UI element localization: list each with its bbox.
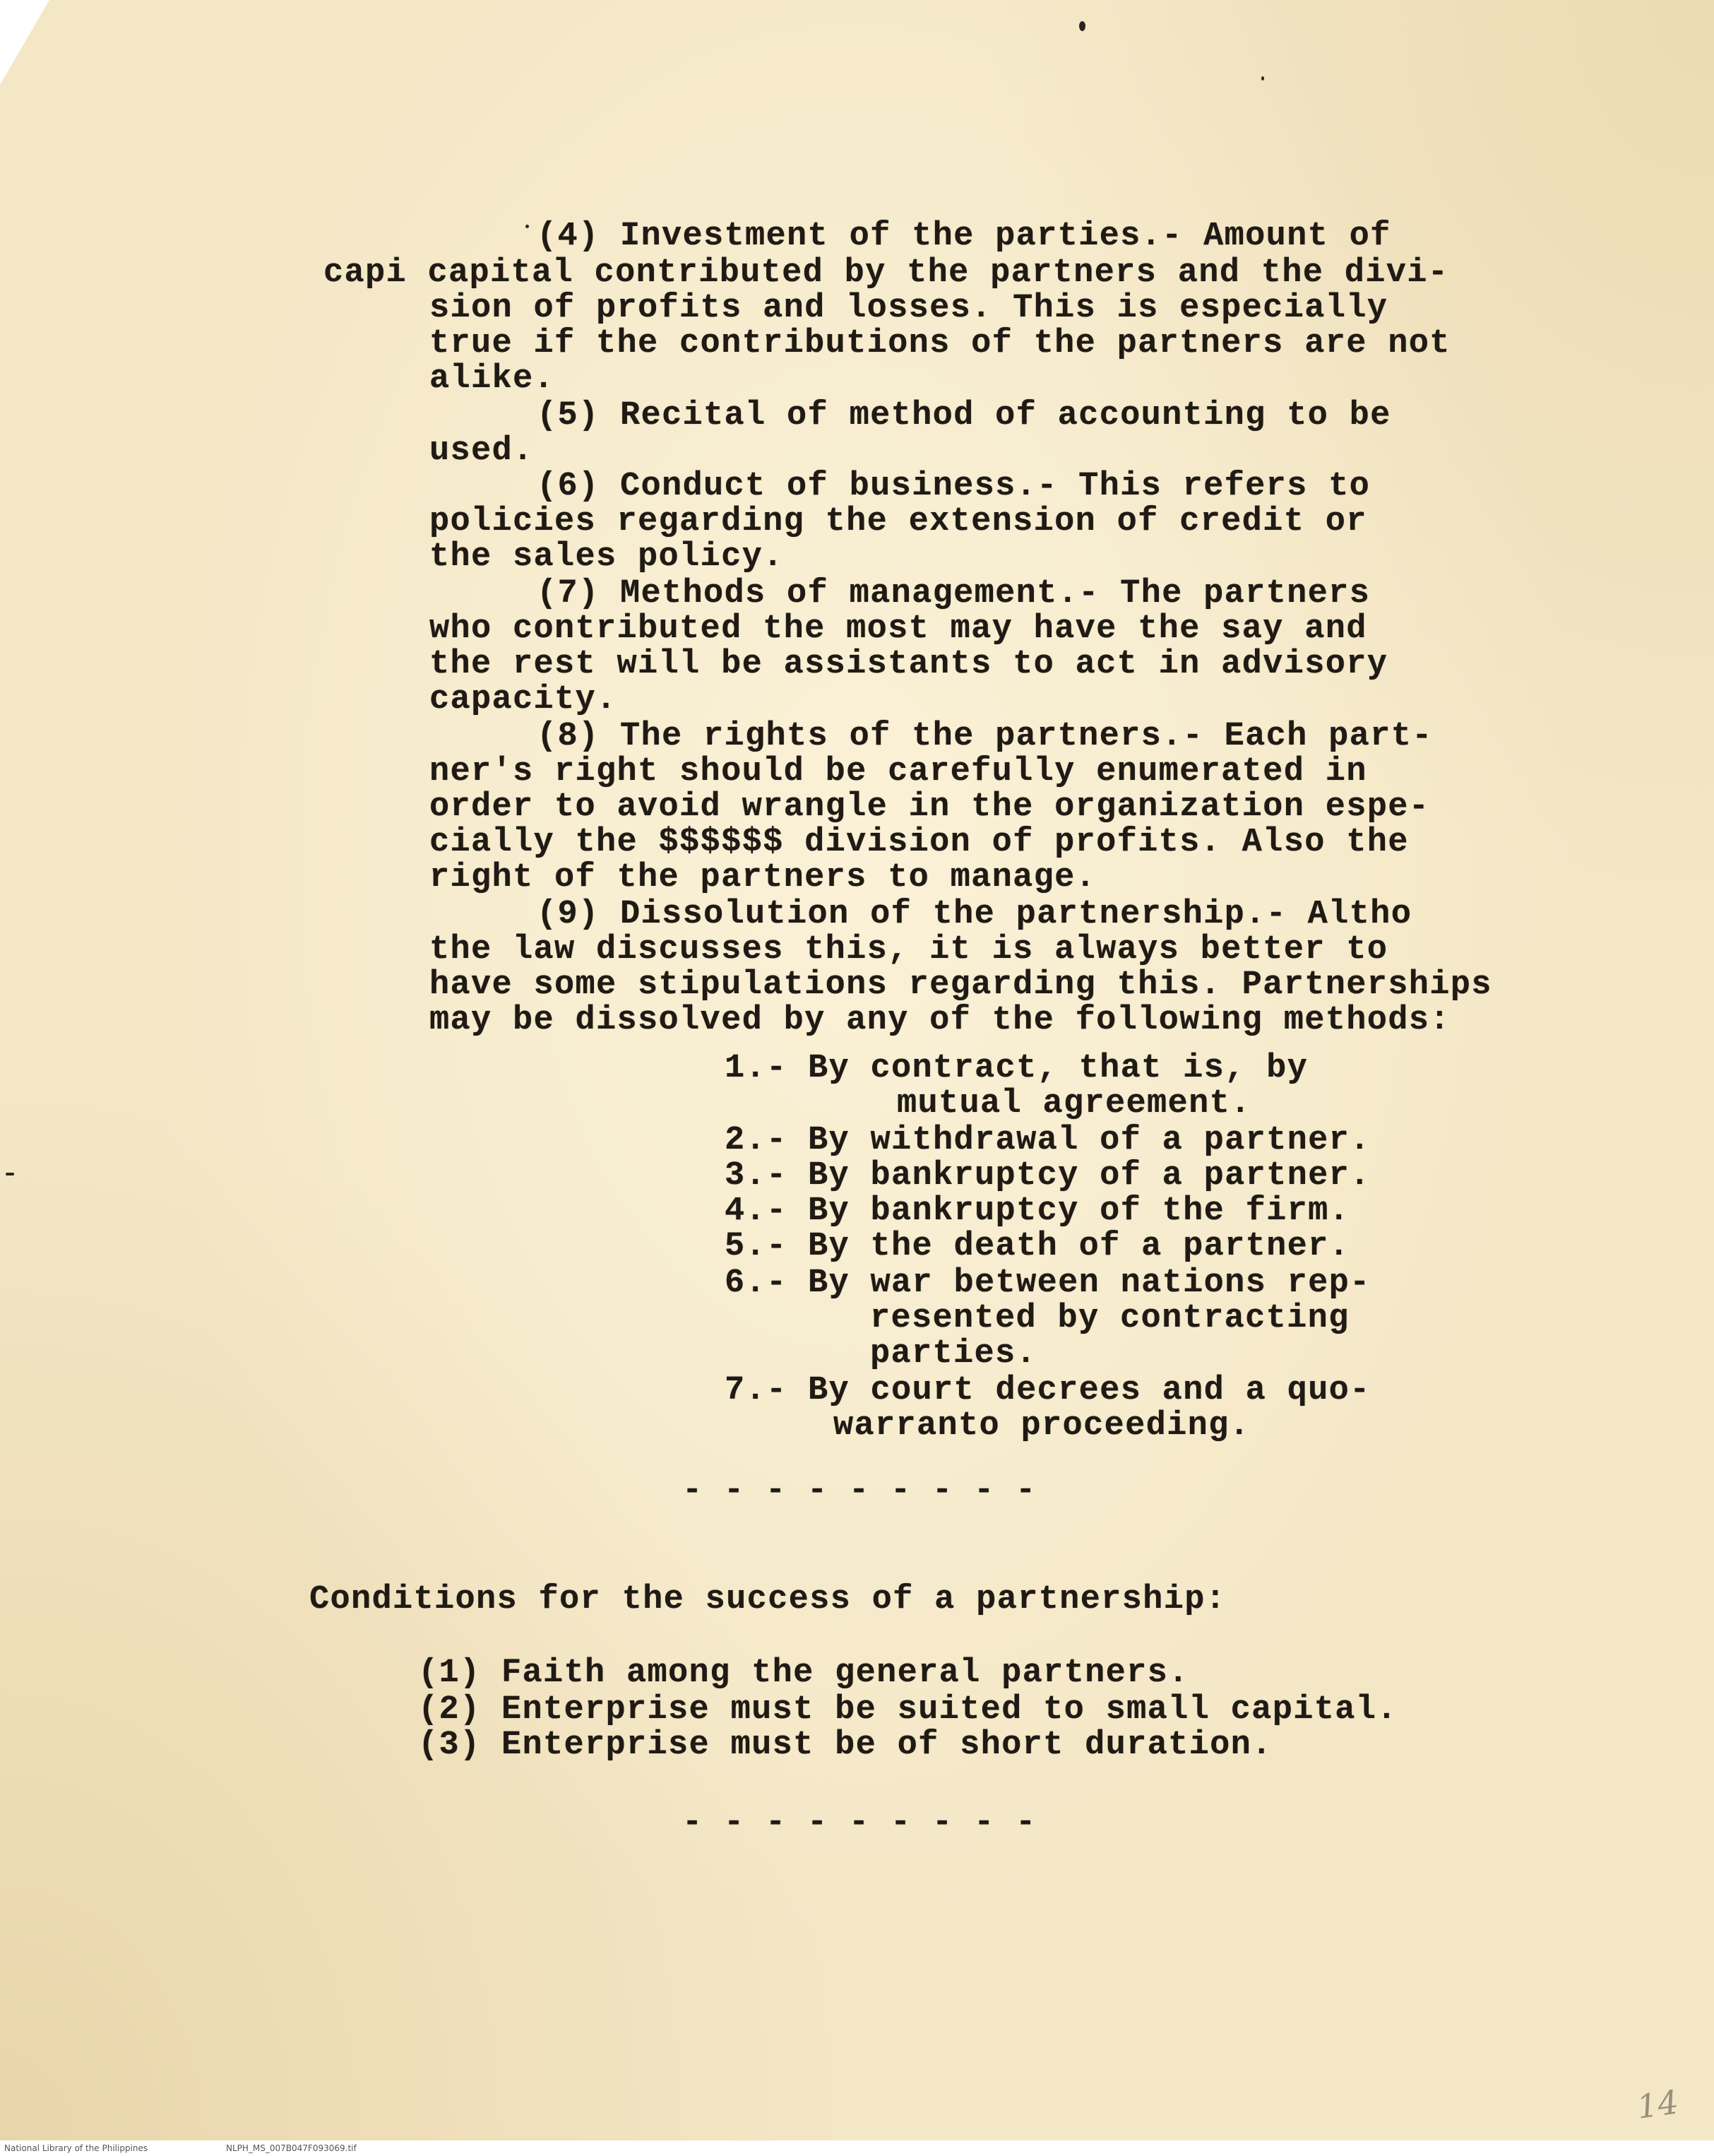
- item-7-line-2: who contributed the most may have the say and: [429, 610, 1367, 648]
- item-7-line-3: the rest will be assistants to act in advisory: [429, 646, 1388, 683]
- item-6-line-1: (6) Conduct of business.- This refers to: [537, 468, 1371, 505]
- separator-2: - - - - - - - - -: [682, 1804, 1037, 1842]
- item-8-line-5: right of the partners to manage.: [429, 859, 1097, 896]
- item-8-line-4: cially the $$$$$$ division of profits. Also the: [429, 824, 1409, 861]
- item-5-line-1: (5) Recital of method of accounting to be: [537, 397, 1391, 434]
- method-4: 4.- By bankruptcy of the firm.: [725, 1192, 1350, 1230]
- item-9-line-2: the law discusses this, it is always better to: [429, 931, 1388, 969]
- condition-1: (1) Faith among the general partners.: [418, 1654, 1189, 1692]
- method-2: 2.- By withdrawal of a partner.: [725, 1122, 1371, 1159]
- method-7: 7.- By court decrees and a quo-: [725, 1372, 1371, 1409]
- margin-tick: [6, 1173, 14, 1175]
- item-7-line-1: (7) Methods of management.- The partners: [537, 575, 1371, 612]
- method-6-cont-2: parties.: [870, 1335, 1037, 1373]
- footer-file-name: NLPH_MS_007B047F093069.tif: [226, 2143, 357, 2153]
- item-8-line-3: order to avoid wrangle in the organization espe-: [429, 788, 1430, 826]
- item-4-line-4: true if the contributions of the partners are not: [429, 325, 1451, 362]
- page-number: 14: [1634, 2083, 1682, 2126]
- method-6: 6.- By war between nations rep-: [725, 1264, 1371, 1302]
- item-4-line-1: (4) Investment of the parties.- Amount of: [537, 218, 1391, 255]
- method-1-cont: mutual agreement.: [897, 1085, 1251, 1123]
- item-9-line-3: have some stipulations regarding this. Partnerships: [429, 966, 1492, 1004]
- ink-speck: [1261, 76, 1264, 81]
- condition-3: (3) Enterprise must be of short duration.: [418, 1726, 1273, 1764]
- item-4-line-3: sion of profits and losses. This is especially: [429, 290, 1388, 327]
- item-9-line-4: may be dissolved by any of the following methods:: [429, 1002, 1451, 1039]
- method-7-cont: warranto proceeding.: [833, 1407, 1251, 1445]
- item-9-line-1: (9) Dissolution of the partnership.- Altho: [537, 896, 1412, 933]
- item-6-line-3: the sales policy.: [429, 538, 784, 576]
- method-6-cont-1: resented by contracting: [870, 1300, 1350, 1337]
- item-5-line-2: used.: [429, 432, 534, 470]
- method-3: 3.- By bankruptcy of a partner.: [725, 1157, 1371, 1195]
- method-5: 5.- By the death of a partner.: [725, 1228, 1350, 1265]
- separator-1: - - - - - - - - -: [682, 1472, 1037, 1510]
- footer-library-name: National Library of the Philippines: [4, 2143, 148, 2153]
- condition-2: (2) Enterprise must be suited to small capital.: [418, 1691, 1398, 1729]
- method-1: 1.- By contract, that is, by: [725, 1050, 1309, 1087]
- item-4-line-5: alike.: [429, 360, 555, 398]
- item-8-line-1: (8) The rights of the partners.- Each part-: [537, 718, 1433, 755]
- ink-speck: [525, 225, 529, 228]
- item-4-line-2: capi capital contributed by the partners and the divi-: [323, 254, 1449, 292]
- item-7-line-4: capacity.: [429, 681, 617, 718]
- item-6-line-2: policies regarding the extension of credit or: [429, 503, 1367, 540]
- conditions-heading: Conditions for the success of a partnership:: [309, 1581, 1227, 1618]
- ink-speck: [1079, 21, 1085, 31]
- item-8-line-2: ner's right should be carefully enumerated in: [429, 753, 1367, 790]
